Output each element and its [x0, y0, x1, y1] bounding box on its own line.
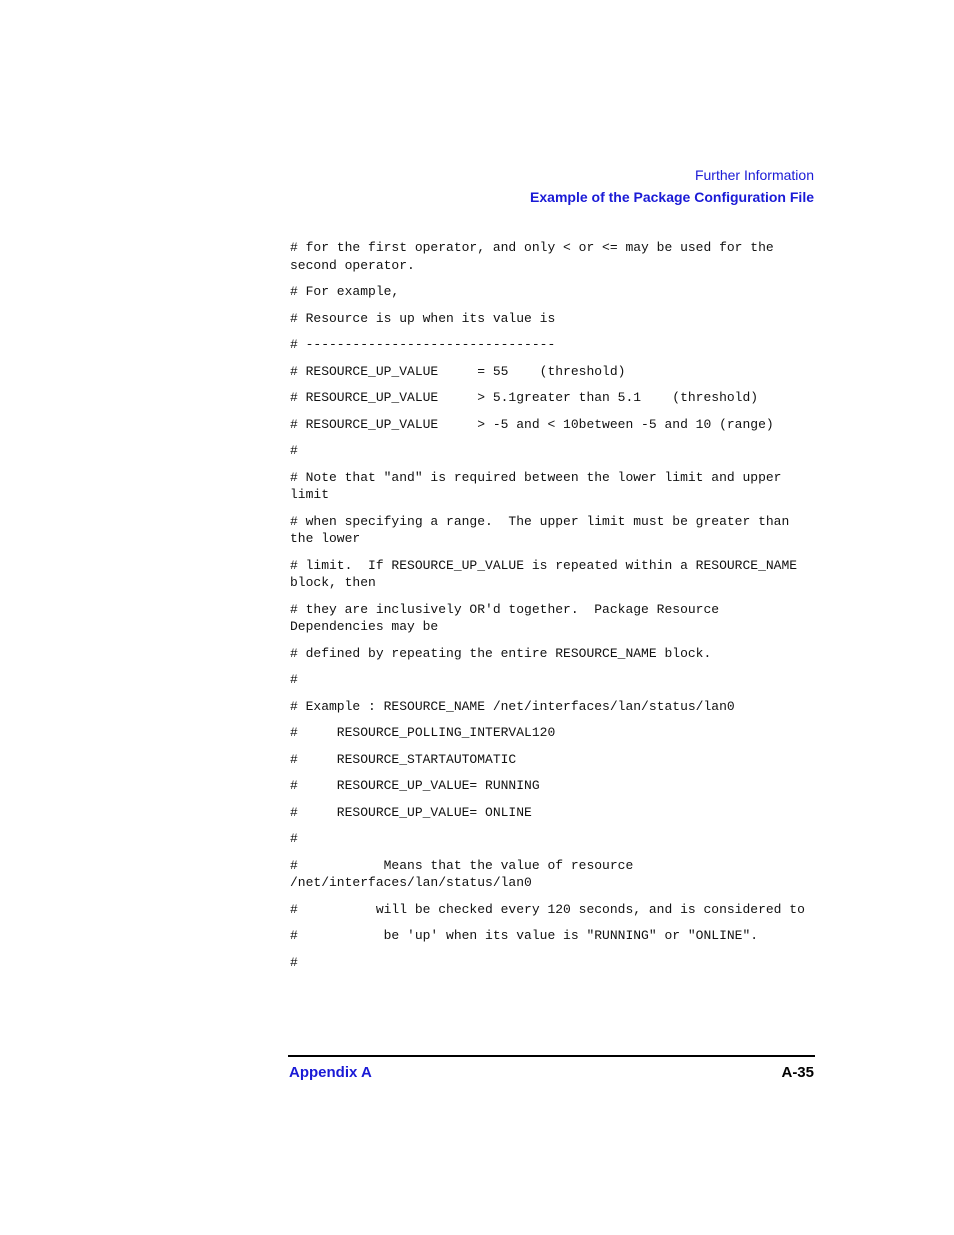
code-line: # RESOURCE_STARTAUTOMATIC [290, 751, 517, 767]
code-line: # RESOURCE_UP_VALUE= ONLINE [290, 804, 532, 820]
code-line: # for the first operator, and only < or <= may be used for the second operator. [290, 240, 782, 273]
footer-rule [288, 1055, 815, 1057]
code-line: # when specifying a range. The upper limit must be greater than the lower [290, 513, 798, 546]
code-line: # Means that the value of resource /net/interfaces/lan/status/lan0 [290, 857, 642, 890]
code-line: # RESOURCE_UP_VALUE = 55 (threshold) [290, 363, 626, 379]
code-block [290, 239, 820, 980]
code-line: # For example, [290, 284, 400, 299]
code-line: # RESOURCE_UP_VALUE > -5 and < 10between -5 and 10 (range) [290, 416, 774, 432]
code-line: # [290, 672, 298, 687]
code-line: # Resource is up when its value is [290, 310, 556, 326]
header-title: Example of the Package Configuration File [530, 189, 814, 205]
code-line: # Example : RESOURCE_NAME /net/interfaces/lan/status/lan0 [290, 698, 735, 714]
code-line: # RESOURCE_UP_VALUE= RUNNING [290, 778, 540, 793]
code-line: # [290, 831, 298, 846]
header-section: Further Information [694, 167, 814, 183]
code-line: # [290, 954, 298, 970]
code-line: # -------------------------------- [290, 337, 556, 352]
code-line: # limit. If RESOURCE_UP_VALUE is repeated within a RESOURCE_NAME block, then [290, 557, 805, 590]
code-line: # Note that "and" is required between the lower limit and upper limit [290, 469, 790, 502]
code-line: # be 'up' when its value is "RUNNING" or "ONLINE". [290, 928, 759, 943]
code-line: # will be checked every 120 seconds, and is considered to [290, 901, 805, 917]
code-line: # [290, 443, 298, 458]
footer-page-number: A-35 [781, 1064, 814, 1081]
footer-appendix-label: Appendix A [289, 1064, 372, 1081]
code-line: # defined by repeating the entire RESOURCE_NAME block. [290, 645, 712, 661]
code-line: # RESOURCE_POLLING_INTERVAL120 [290, 725, 556, 740]
code-line: # they are inclusively OR'd together. Package Resource Dependencies may be [290, 601, 727, 634]
code-line: # RESOURCE_UP_VALUE > 5.1greater than 5.1 (threshold) [290, 390, 759, 405]
